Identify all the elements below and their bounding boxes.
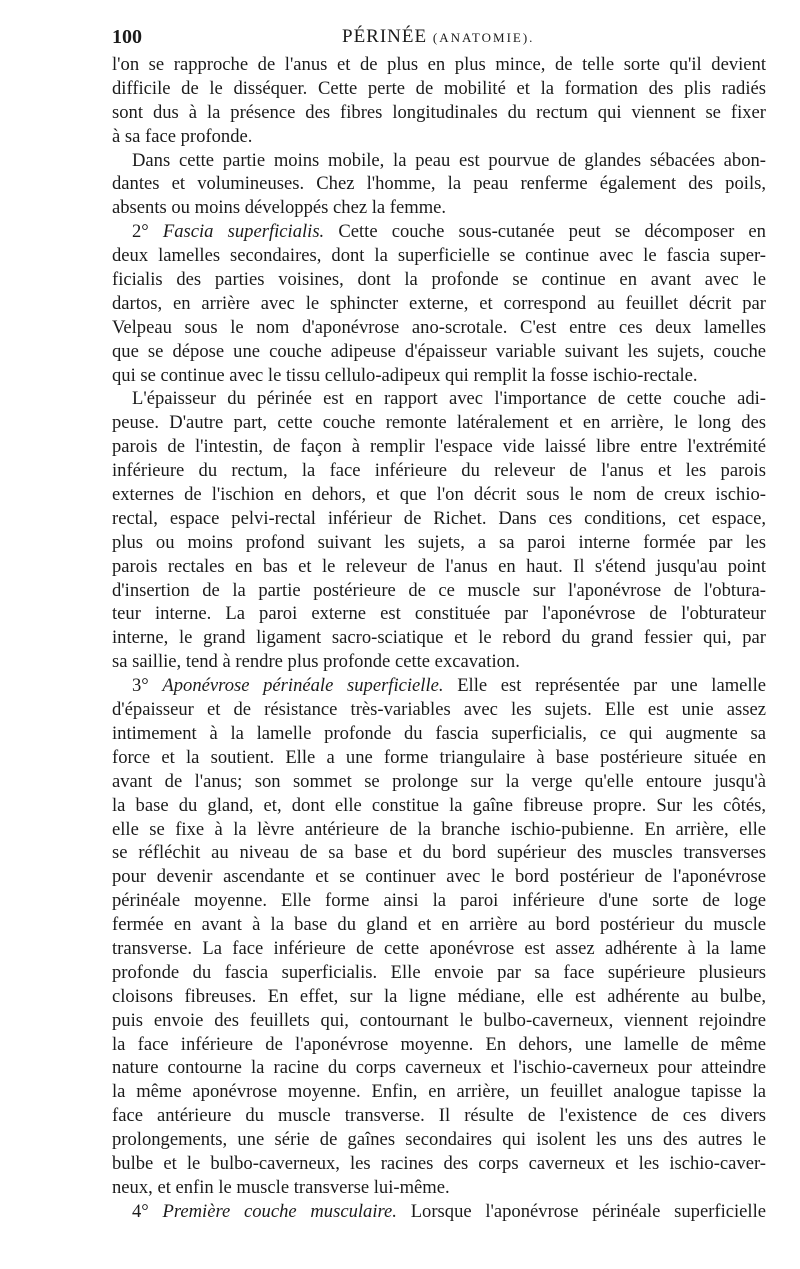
section-number: 4° [132,1200,149,1222]
text-line: nature contourne la racine du corps caverneux et l'ischio-caverneux pour atteindre [112,1057,766,1079]
text-line: peuse. D'autre part, cette couche remonte latéralement et en arrière, le long des [112,412,766,434]
text-line: dartos, en arrière avec le sphincter externe, et correspond au feuillet décrit par [112,292,766,314]
page-header [112,20,766,50]
section-title: Première couche musculaire. [162,1200,397,1222]
text-line: interne, le grand ligament sacro-sciatique et le rebord du grand fessier qui, par [112,627,766,649]
text-line: qui se continue avec le tissu cellulo-adipeux qui remplit la fosse ischio-rectale. [112,364,698,386]
text-line: deux lamelles secondaires, dont la superficielle se continue avec le fascia super- [112,245,766,267]
text-line: absents ou moins développés chez la femme. [112,197,447,219]
text-line: force et la soutient. Elle a une forme triangulaire à base postérieure située en [112,746,766,768]
text-line: profonde du fascia superficialis. Elle envoie par sa face supérieure plusieurs [112,961,766,983]
text-line: l'on se rapproche de l'anus et de plus en plus mince, de telle sorte qu'il devient [112,54,766,75]
section-title: Aponévrose périnéale superficielle. [162,675,444,697]
text-line: puis envoie des feuillets qui, contournant le bulbo-caverneux, viennent rejoindre [112,1009,766,1031]
running-title-main: PÉRINÉE [342,26,428,47]
section-number: 3° [132,675,149,697]
text-line: prolongements, une série de gaînes secondaires qui isolent les uns des autres le [112,1129,766,1151]
text-line: Dans cette partie moins mobile, la peau est pourvue de glandes sébacées abon- [132,149,766,171]
text-line: plus ou moins profond suivant les sujets, a sa paroi interne formée par les [112,531,766,553]
text-line: parois de l'intestin, de façon à remplir l'espace vide laissé libre entre l'extrémité [112,436,766,458]
text-line: fermée en avant à la base du gland et en arrière au bord postérieur du muscle [112,914,766,936]
page-number: 100 [112,26,142,48]
text-line: bulbe et le bulbo-caverneux, les racines des corps caverneux et les ischio-caver- [112,1152,766,1174]
section-number: 2° [132,221,149,243]
text-line: à sa face profonde. [112,125,253,147]
text-line: transverse. La face inférieure de cette aponévrose est assez adhérente à la lame [112,937,766,959]
text-line: la même aponévrose moyenne. Enfin, en arrière, un feuillet analogue tapisse la [112,1081,766,1103]
text-line: se réfléchit au niveau de sa base et du bord supérieur des muscles transverses [112,842,766,864]
text-line: Elle est représentée par une lamelle [457,675,766,697]
section-title: Fascia superficialis. [162,221,325,243]
text-line: dantes et volumineuses. Chez l'homme, la peau renferme également des poils, [112,173,766,195]
text-line: avant de l'anus; son sommet se prolonge sur la verge qu'elle entoure jusqu'à [112,770,766,792]
text-line: sa saillie, tend à rendre plus profonde cette excavation. [112,651,520,673]
text-line: L'épaisseur du périnée est en rapport avec l'importance de cette couche adi- [132,388,766,410]
section-heading-line [112,674,766,698]
text-line: que se dépose une couche adipeuse d'épaisseur variable suivant les sujets, couche [112,340,766,362]
text-line: d'insertion de la partie postérieure de ce muscle sur l'aponévrose de l'obtura- [112,579,766,601]
text-line: intimement à la lamelle profonde du fascia superficialis, ce qui augmente sa [112,722,766,744]
text-line: sont dus à la présence des fibres longitudinales du rectum qui viennent se fixer [112,101,766,123]
text-body [112,53,766,1224]
text-line: elle se fixe à la lèvre antérieure de la branche ischio-pubienne. En arrière, elle [112,818,766,840]
text-line: la face inférieure de l'aponévrose moyenne. En dehors, une lamelle de même [112,1033,766,1055]
text-line: périnéale moyenne. Elle forme ainsi la paroi inférieure d'une sorte de loge [112,890,766,912]
text-line: externes de l'ischion en dehors, et que l'on décrit sous le nom de creux ischio- [112,484,766,506]
text-line: Lorsque l'aponévrose périnéale superficielle [410,1200,766,1222]
text-line: teur interne. La paroi externe est constituée par l'aponévrose de l'obturateur [112,603,766,625]
section-heading-line [112,220,766,244]
text-line: d'épaisseur et de résistance très-variables avec les sujets. Elle est unie assez [112,699,766,721]
text-line: pour devenir ascendante et se continuer avec le bord postérieur de l'aponévrose [112,866,766,888]
text-line: rectal, espace pelvi-rectal inférieur de Richet. Dans ces conditions, cet espace, [112,507,766,529]
text-line: ficialis des parties voisines, dont la profonde se continue en avant avec le [112,269,766,291]
text-line: parois rectales en bas et le releveur de l'anus en haut. Il s'étend jusqu'au point [112,555,766,577]
section-heading-line [112,1200,766,1224]
text-line: neux, et enfin le muscle transverse lui-même. [112,1176,450,1198]
text-line: Velpeau sous le nom d'aponévrose ano-scrotale. C'est entre ces deux lamelles [112,316,766,338]
running-title-subtitle: (ANATOMIE). [432,30,535,45]
text-line: la base du gland, et, dont elle constitue la gaîne fibreuse propre. Sur les côtés, [112,794,766,816]
text-line: inférieure du rectum, la face inférieure du releveur de l'anus et les parois [112,460,766,482]
text-line: face antérieure du muscle transverse. Il résulte de l'existence de ces divers [112,1105,766,1127]
text-line: difficile de le disséquer. Cette perte de mobilité et la formation des plis radiés [112,77,766,99]
running-title [342,26,534,48]
text-line: Cette couche sous-cutanée peut se décomposer en [338,221,766,243]
text-line: cloisons fibreuses. En effet, sur la ligne médiane, elle est adhérente au bulbe, [112,985,766,1007]
